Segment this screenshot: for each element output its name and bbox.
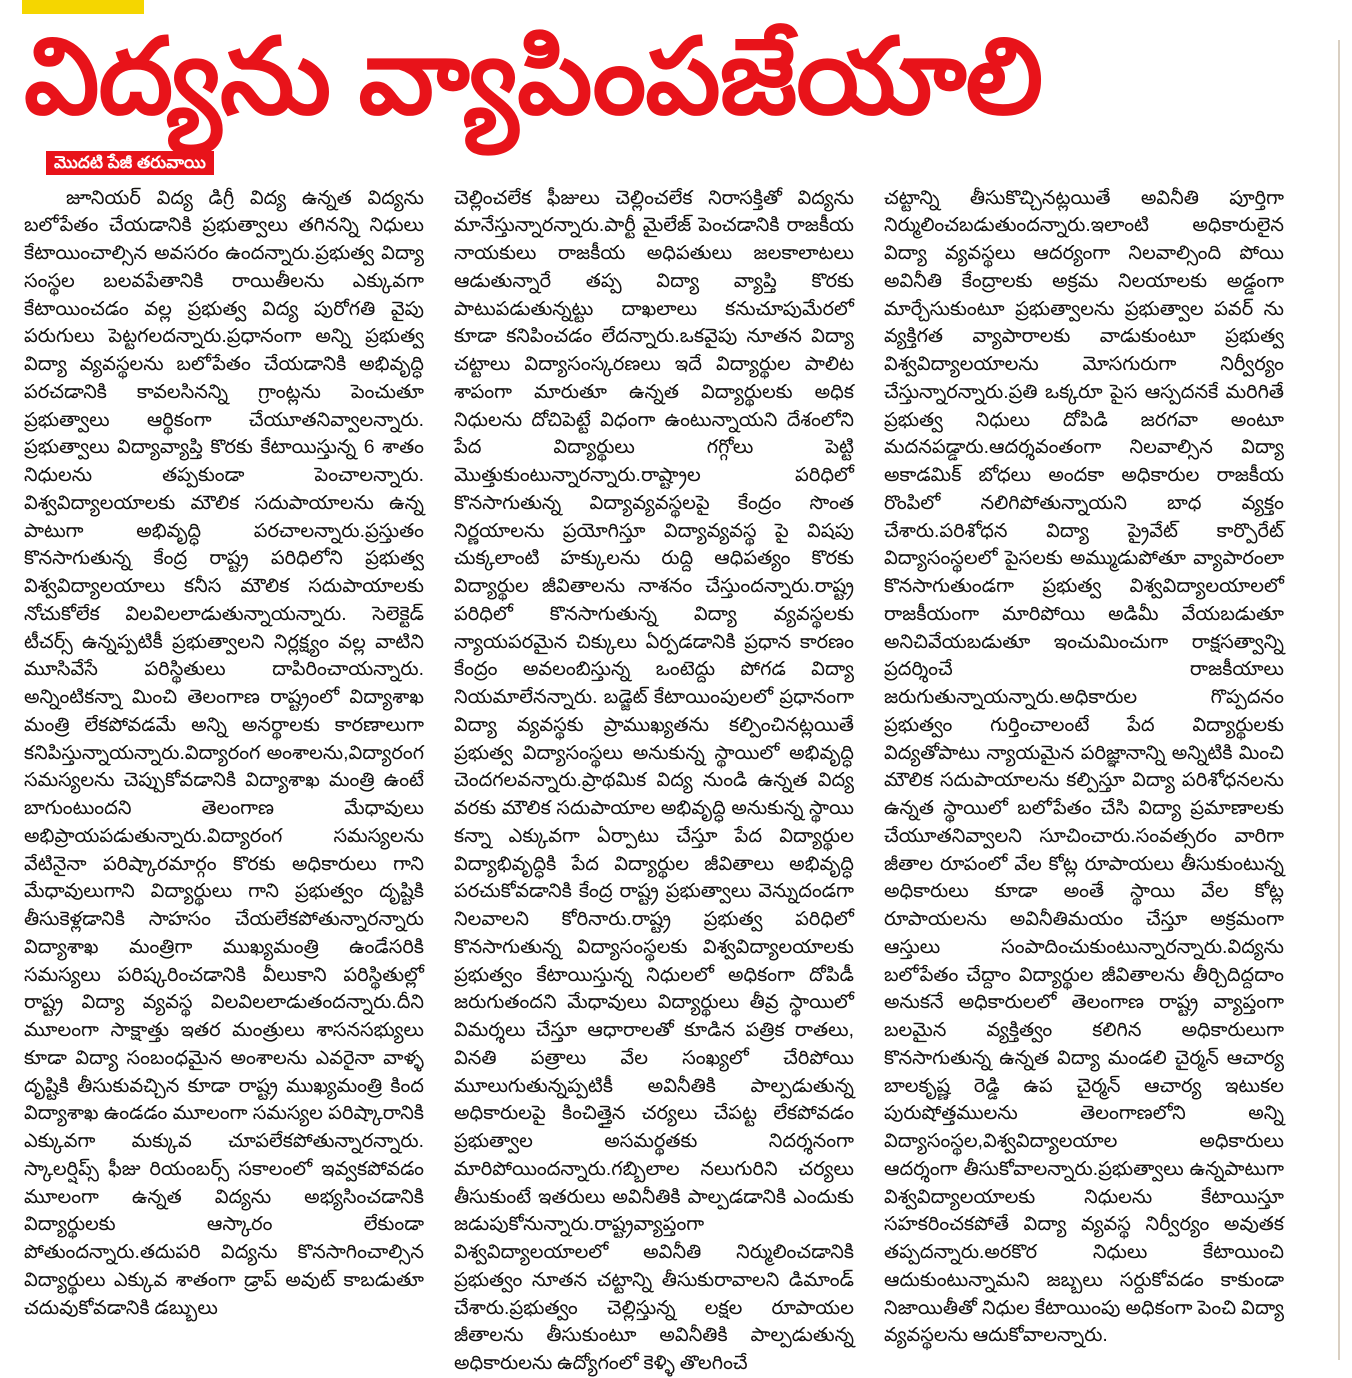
- article-columns: [24, 181, 1334, 1378]
- top-yellow-marker: [22, 0, 144, 14]
- right-column-divider: [1338, 40, 1340, 1360]
- continuation-kicker: మొదటి పేజీ తరువాయి: [46, 151, 214, 175]
- article-paragraph: చెల్లించలేక ఫీజులు చెల్లించలేక నిరాసక్తితో విద్యను మానేస్తున్నారన్నారు.పార్టీ మైలేజ్ పెంచడానికి రాజకీయ నాయకులు రాజకీయ అధిపతులు జలకాలాటలు ఆడుతున్నారే తప్ప విద్యా వ్యాప్తి కొరకు పాటుపడుతున్నట్టు దాఖలాలు కనుచూపుమేరలో కూడా కనిపించడం లేదన్నారు.ఒకవైపు నూతన విద్యా చట్టాలు విద్యాసంస్కరణలు ఇదే విద్యార్థుల పాలిట శాపంగా మారుతూ ఉన్నత విద్యార్థులకు అధిక నిధులను దోచిపెట్టే విధంగా ఉంటున్నాయని దేశంలోని పేద విద్యార్థులు గగ్గోలు పెట్టి మొత్తుకుంటున్నారన్నారు.రాష్ట్రాల పరిధిలో కొనసాగుతున్న విద్యావ్యవస్థలపై కేంద్రం సొంత నిర్ణయాలను ప్రయోగిస్తూ విద్యావ్యవస్థ పై విషపు చుక్కలాంటి హక్కులను రుద్ది ఆధిపత్యం కొరకు విద్యార్థుల జీవితాలను నాశనం చేస్తుందన్నారు.రాష్ట్ర పరిధిలో కొనసాగుతున్న విద్యా వ్యవస్థలకు న్యాయపరమైన చిక్కులు ఏర్పడడానికి ప్రధాన కారణం కేంద్రం అవలంబిస్తున్న ఒంటెద్దు పోగడ విద్యా నియమాలేనన్నారు. బడ్జెట్ కేటాయింపులలో ప్రధానంగా విద్యా వ్యవస్థకు ప్రాముఖ్యతను కల్పించినట్లయితే ప్రభుత్వ విద్యాసంస్థలు అనుకున్న స్థాయిలో అభివృద్ధి చెందగలవన్నారు.ప్రాథమిక విద్య నుండి ఉన్నత విద్య వరకు మౌలిక సదుపాయాల అభివృద్ధి అనుకున్న స్థాయి కన్నా ఎక్కువగా ఏర్పాటు చేస్తూ పేద విద్యార్థుల విద్యాభివృద్ధికి పేద విద్యార్థుల జీవితాలు అభివృద్ధి పరచుకోవడానికి కేంద్ర రాష్ట్ర ప్రభుత్వాలు వెన్నుదండగా నిలవాలని కోరినారు.రాష్ట్ర ప్రభుత్వ పరిధిలో కొనసాగుతున్న విద్యాసంస్థలకు విశ్వవిద్యాలయాలకు ప్రభుత్వం కేటాయిస్తున్న నిధులలో అధికంగా దోపిడీ జరుగుతందని మేధావులు విద్యార్థులు తీవ్ర స్థాయిలో విమర్శలు చేస్తూ ఆధారాలతో కూడిన పత్రిక రాతలు, వినతి పత్రాలు వేల సంఖ్యలో చేరిపోయి మూలుగుతున్నప్పటికీ అవినీతికి పాల్పడుతున్న అధికారులపై కించిత్తైన చర్యలు చేపట్ట లేకపోవడం ప్రభుత్వాల అసమర్థతకు నిదర్శనంగా మారిపోయిందన్నారు.గబ్బిలాల నలుగురిని చర్యలు తీసుకుంటే ఇతరులు అవినీతికి పాల్పడడానికి ఎందుకు జడుపుకోనున్నారు.రాష్ట్రవ్యాప్తంగా విశ్వవిద్యాలయాలలో అవినీతి నిర్ములించడానికి ప్రభుత్వం నూతన చట్టాన్ని తీసుకురావాలని డిమాండ్ చేశారు.ప్రభుత్వం చెల్లిస్తున్న లక్షల రూపాయల జీతాలను తీసుకుంటూ అవినీతికి పాల్పడుతున్న అధికారులను ఉద్యోగంలో కెళ్ళి తొలగించే: [454, 186, 854, 1375]
- article-paragraph: చట్టాన్ని తీసుకొచ్చినట్లయితే అవినీతి పూర్తిగా నిర్ములించబడుతుందన్నారు.ఇలాంటి అధికారులైన విద్యా వ్యవస్థలు ఆదర్యంగా నిలవాల్సింది పోయి అవినీతి కేంద్రాలకు అక్రమ నిలయాలకు అడ్డంగా మార్చేసుకుంటూ ప్రభుత్వాలను ప్రభుత్వాల పవర్ ను వ్యక్తిగత వ్యాపారాలకు వాడుకుంటూ ప్రభుత్వ విశ్వవిద్యాలయాలను మోసగురుగా నిర్వీర్యం చేస్తున్నారన్నారు.ప్రతి ఒక్కరూ పైస ఆస్పదనకే మరిగితే ప్రభుత్వ నిధులు దోపిడి జరగవా అంటూ మదనపడ్డారు.ఆదర్శవంతంగా నిలవాల్సిన విద్యా అకాడమిక్ బోధలు అందకా అధికారుల రాజకీయ రొంపిలో నలిగిపోతున్నాయని బాధ వ్యక్తం చేశారు.పరిశోధన విద్యా ప్రైవేట్ కార్పొరేట్ విద్యాసంస్థలలో పైసలకు అమ్ముడుపోతూ వ్యాపారంలా కొనసాగుతుండగా ప్రభుత్వ విశ్వవిద్యాలయాలలో రాజకీయంగా మారిపోయి అడిమీ వేయబడుతూ అనిచివేయబడుతూ ఇంచుమించుగా రాక్షసత్వాన్ని ప్రదర్శించే రాజకీయాలు జరుగుతున్నాయన్నారు.అధికారుల గొప్పదనం ప్రభుత్వం గుర్తించాలంటే పేద విద్యార్థులకు విద్యతోపాటు న్యాయమైన పరిజ్ఞానాన్ని అన్నిటికి మించి మౌలిక సదుపాయాలను కల్పిస్తూ విద్యా పరిశోధనలను ఉన్నత స్థాయిలో బలోపేతం చేసి విద్యా ప్రమాణాలకు చేయూతనివ్వాలని సూచించారు.సంవత్సరం వారిగా జీతాల రూపంలో వేల కోట్ల రూపాయలు తీసుకుంటున్న అధికారులు కూడా అంతే స్థాయి వేల కోట్ల రూపాయలను అవినీతిమయం చేస్తూ అక్రమంగా ఆస్తులు సంపాదించుకుంటున్నారన్నారు.విద్యను బలోపేతం చేద్దాం విద్యార్థుల జీవితాలను తీర్చిదిద్దదాం అనుకనే అధికారులలో తెలంగాణ రాష్ట్ర వ్యాప్తంగా బలమైన వ్యక్తిత్వం కలిగిన అధికారులుగా కొనసాగుతున్న ఉన్నత విద్యా మండలి చైర్మన్ ఆచార్య బాలకృష్ణ రెడ్డి ఉప చైర్మన్ ఆచార్య ఇటుకల పురుషోత్తములను తెలంగాణలోని అన్ని విద్యాసంస్థల,విశ్వవిద్యాలయాల అధికారులు ఆదర్శంగా తీసుకోవాలన్నారు.ప్రభుత్వాలు ఉన్నపాటుగా విశ్వవిద్యాలయాలకు నిధులను కేటాయిస్తూ సహకరించకపోతే విద్యా వ్యవస్థ నిర్వీర్యం అవుతక తప్పదన్నారు.అరకొర నిధులు కేటాయించి ఆదుకుంటున్నామని జబ్బలు సర్దుకోవడం కాకుండా నిజాయితీతో నిధుల కేటాయింపు అధికంగా పెంచి విద్యా వ్యవస్థలను ఆదుకోవాలన్నారు.: [884, 186, 1284, 1347]
- page-title: విద్యను వ్యాపింపజేయాలి: [24, 18, 1043, 136]
- article-paragraph: జూనియర్ విద్య డిగ్రీ విద్య ఉన్నత విద్యను బలోపేతం చేయడానికి ప్రభుత్వాలు తగినన్ని నిధులు కేటాయించాల్సిన అవసరం ఉందన్నారు.ప్రభుత్వ విద్యా సంస్థల బలవపేతానికి రాయితీలను ఎక్కువగా కేటాయించడం వల్ల ప్రభుత్వ విద్య పురోగతి వైపు పరుగులు పెట్టగలదన్నారు.ప్రధానంగా అన్ని ప్రభుత్వ విద్యా వ్యవస్థలను బలోపేతం చేయడానికి అభివృద్ధి పరచడానికి కావలసినన్ని గ్రాంట్లను పెంచుతూ ప్రభుత్వాలు ఆర్థికంగా చేయూతనివ్వాలన్నారు. ప్రభుత్వాలు విద్యావ్యాప్తి కొరకు కేటాయిస్తున్న 6 శాతం నిధులను తప్పకుండా పెంచాలన్నారు. విశ్వవిద్యాలయాలకు మౌలిక సదుపాయాలను ఉన్న పాటుగా అభివృద్ధి పరచాలన్నారు.ప్రస్తుతం కొనసాగుతున్న కేంద్ర రాష్ట్ర పరిధిలోని ప్రభుత్వ విశ్వవిద్యాలయాలు కనీస మౌలిక సదుపాయాలకు నోచుకోలేక విలవిలలాడుతున్నాయన్నారు. సెలెక్టెడ్ టీచర్స్ ఉన్నప్పటికీ ప్రభుత్వాలని నిర్లక్ష్యం వల్ల వాటిని మూసివేసే పరిస్థితులు దాపిరించాయన్నారు. అన్నింటికన్నా మించి తెలంగాణ రాష్ట్రంలో విద్యాశాఖ మంత్రి లేకపోవడమే అన్ని అనర్థాలకు కారణాలుగా కనిపిస్తున్నాయన్నారు.విద్యారంగ అంశాలను,విద్యారంగ సమస్యలను చెప్పుకోవడానికి విద్యాశాఖ మంత్రి ఉంటే బాగుంటుందని తెలంగాణ మేధావులు అభిప్రాయపడుతున్నారు.విద్యారంగ సమస్యలను వేటినైనా పరిష్కారమార్గం కొరకు అధికారులు గాని మేధావులుగాని విద్యార్థులు గాని ప్రభుత్వం దృష్టికి తీసుకెళ్లడానికి సాహసం చేయలేకపోతున్నారన్నారు విద్యాశాఖ మంత్రిగా ముఖ్యమంత్రి ఉండేసరికి సమస్యలు పరిష్కరించడానికి వీలుకాని పరిస్థితుల్లో రాష్ట్ర విద్యా వ్యవస్థ విలవిలలాడుతందన్నారు.దీని మూలంగా సాక్షాత్తు ఇతర మంత్రులు శాసనసభ్యులు కూడా విద్యా సంబంధమైన అంశాలను ఎవరైనా వాళ్ళ దృష్టికి తీసుకువచ్చిన కూడా రాష్ట్ర ముఖ్యమంత్రి కింద విద్యాశాఖ ఉండడం మూలంగా సమస్యల పరిష్కారానికి ఎక్కువగా మక్కువ చూపలేకపోతున్నారన్నారు. స్కాలర్షిప్స్ ఫీజు రియంబర్స్ సకాలంలో ఇవ్వకపోవడం మూలంగా ఉన్నత విద్యను అభ్యసించడానికి విద్యార్థులకు ఆస్కారం లేకుండా పోతుందన్నారు.తదుపరి విద్యను కొనసాగించాల్సిన విద్యార్థులు ఎక్కువ శాతంగా డ్రాప్ అవుట్ కాబడుతూ చదువుకోవడానికి డబ్బులు: [24, 186, 424, 1319]
- article-column-1: [24, 185, 424, 1378]
- article-column-3: [884, 185, 1284, 1378]
- article-column-2: [454, 185, 854, 1378]
